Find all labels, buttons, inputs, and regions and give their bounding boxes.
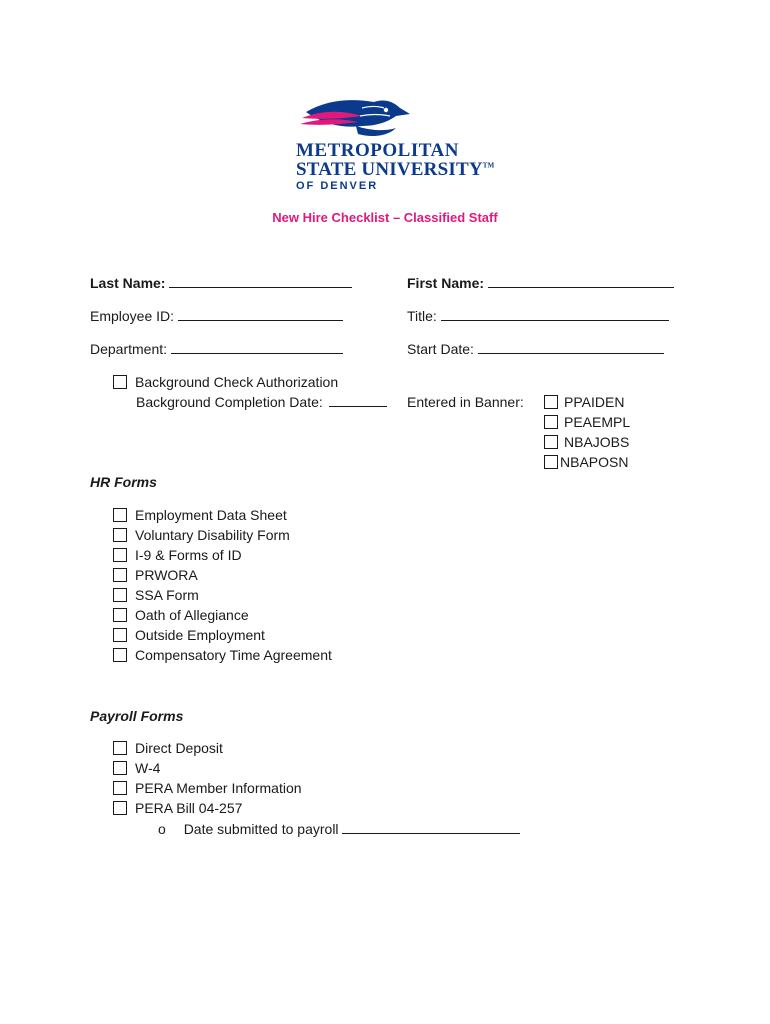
banner-checkbox[interactable] <box>544 415 558 429</box>
logo-line-1: METROPOLITAN <box>296 140 459 161</box>
department-label: Department: <box>90 341 168 357</box>
logo-line-2: STATE UNIVERSITY™ <box>296 159 495 180</box>
banner-item-label: PEAEMPL <box>564 414 631 430</box>
last-name-field[interactable] <box>90 275 352 291</box>
hr-form-label: Voluntary Disability Form <box>135 527 290 543</box>
background-check-checkbox[interactable] <box>113 375 127 389</box>
payroll-forms-heading: Payroll Forms <box>90 708 184 724</box>
date-submitted-label: Date submitted to payroll <box>183 821 339 837</box>
banner-item[interactable] <box>544 432 630 452</box>
last-name-label: Last Name: <box>90 275 166 291</box>
hr-form-checkbox[interactable] <box>113 508 127 522</box>
hr-form-item[interactable] <box>113 505 332 525</box>
start-date-line[interactable] <box>478 341 664 354</box>
start-date-field[interactable] <box>407 341 664 357</box>
payroll-form-checkbox[interactable] <box>113 761 127 775</box>
hr-form-label: Compensatory Time Agreement <box>135 647 332 663</box>
payroll-form-item[interactable] <box>113 778 302 798</box>
hr-form-label: Outside Employment <box>135 627 265 643</box>
hr-form-item[interactable] <box>113 625 332 645</box>
banner-item[interactable] <box>544 452 630 472</box>
hr-form-label: Oath of Allegiance <box>135 607 249 623</box>
hr-form-item[interactable] <box>113 605 332 625</box>
banner-item-label: NBAPOSN <box>560 454 629 470</box>
banner-list <box>544 392 630 472</box>
employee-id-label: Employee ID: <box>90 308 175 324</box>
background-completion-field[interactable] <box>136 394 387 410</box>
hr-form-item[interactable] <box>113 565 332 585</box>
department-line[interactable] <box>171 341 343 354</box>
payroll-form-label: PERA Bill 04-257 <box>135 800 243 816</box>
hr-form-item[interactable] <box>113 545 332 565</box>
payroll-form-checkbox[interactable] <box>113 741 127 755</box>
hr-form-label: Employment Data Sheet <box>135 507 287 523</box>
payroll-form-item[interactable] <box>113 758 302 778</box>
hr-form-checkbox[interactable] <box>113 648 127 662</box>
banner-item[interactable] <box>544 392 630 412</box>
last-name-line[interactable] <box>169 275 352 288</box>
banner-checkbox[interactable] <box>544 395 558 409</box>
payroll-forms-list <box>113 738 302 818</box>
first-name-label: First Name: <box>407 275 485 291</box>
hr-forms-list <box>113 505 332 665</box>
banner-item[interactable] <box>544 412 630 432</box>
background-check-item[interactable] <box>113 372 338 392</box>
title-line[interactable] <box>441 308 669 321</box>
payroll-form-label: PERA Member Information <box>135 780 302 796</box>
hr-form-label: I-9 & Forms of ID <box>135 547 242 563</box>
employee-id-line[interactable] <box>178 308 343 321</box>
banner-checkbox[interactable] <box>544 455 558 469</box>
payroll-form-checkbox[interactable] <box>113 801 127 815</box>
banner-item-label: PPAIDEN <box>564 394 625 410</box>
hr-form-checkbox[interactable] <box>113 548 127 562</box>
first-name-field[interactable] <box>407 275 674 291</box>
background-completion-line[interactable] <box>329 394 387 407</box>
first-name-line[interactable] <box>488 275 674 288</box>
entered-in-banner-label: Entered in Banner: <box>407 394 524 410</box>
department-field[interactable] <box>90 341 343 357</box>
hr-form-item[interactable] <box>113 525 332 545</box>
hr-form-item[interactable] <box>113 585 332 605</box>
hr-forms-heading: HR Forms <box>90 474 157 490</box>
hr-form-checkbox[interactable] <box>113 528 127 542</box>
logo-line-3: OF DENVER <box>296 180 379 192</box>
banner-item-label: NBAJOBS <box>564 434 630 450</box>
payroll-form-label: W-4 <box>135 760 161 776</box>
start-date-label: Start Date: <box>407 341 474 357</box>
sub-bullet: o <box>158 821 166 837</box>
hr-form-label: PRWORA <box>135 567 198 583</box>
roadrunner-logo-icon <box>296 96 416 146</box>
hr-form-checkbox[interactable] <box>113 628 127 642</box>
employee-id-field[interactable] <box>90 308 343 324</box>
banner-checkbox[interactable] <box>544 435 558 449</box>
payroll-form-label: Direct Deposit <box>135 740 223 756</box>
hr-form-checkbox[interactable] <box>113 608 127 622</box>
hr-form-checkbox[interactable] <box>113 568 127 582</box>
hr-form-checkbox[interactable] <box>113 588 127 602</box>
payroll-form-item[interactable] <box>113 738 302 758</box>
hr-form-item[interactable] <box>113 645 332 665</box>
payroll-form-checkbox[interactable] <box>113 781 127 795</box>
document-title: New Hire Checklist – Classified Staff <box>272 210 498 225</box>
title-label: Title: <box>407 308 437 324</box>
background-check-label: Background Check Authorization <box>135 374 339 390</box>
background-completion-label: Background Completion Date: <box>136 394 323 410</box>
hr-form-label: SSA Form <box>135 587 199 603</box>
date-submitted-line[interactable] <box>342 821 520 834</box>
title-field[interactable] <box>407 308 669 324</box>
payroll-form-item[interactable] <box>113 798 302 818</box>
date-submitted-field[interactable] <box>158 821 520 837</box>
